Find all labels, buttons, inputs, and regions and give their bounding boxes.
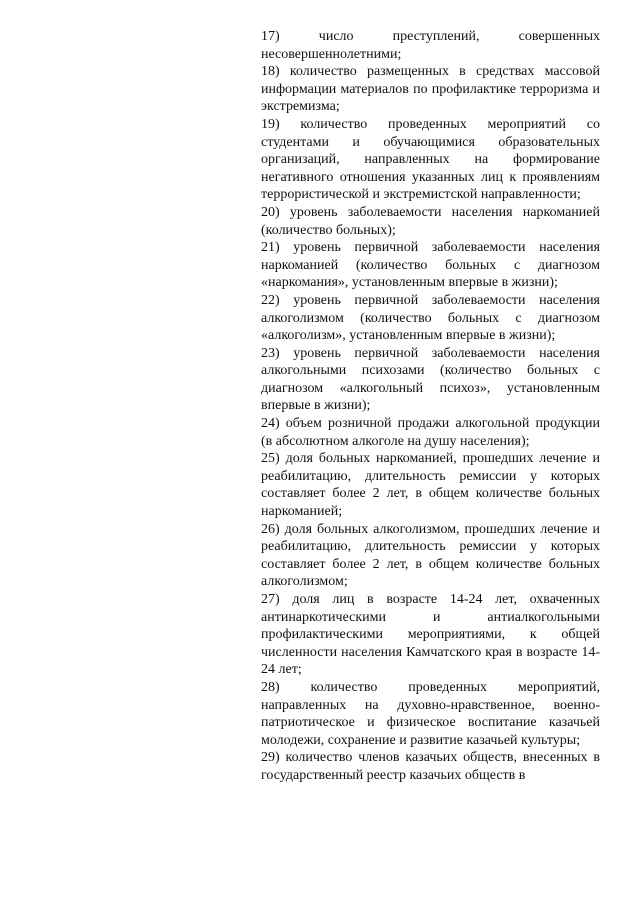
list-item-25: 25) доля больных наркоманией, прошедших лечение и реабилитацию, длительность ремиссии у которых составляет более 2 лет, в общем количестве больных наркоманией; [261, 451, 600, 520]
list-item-22: 22) уровень первичной заболеваемости населения алкоголизмом (количество больных с диагнозом «алкоголизм», установленным впервые в жизни); [261, 292, 600, 344]
list-item-29: 29) количество членов казачьих обществ, внесенных в государственный реестр казачьих обществ в [261, 750, 600, 783]
list-item-28: 28) количество проведенных мероприятий, направленных на духовно-нравственное, военно-патриотическое и физическое воспитание казачьей молодежи, сохранение и развитие казачьей культуры; [261, 679, 600, 748]
list-item-23: 23) уровень первичной заболеваемости населения алкогольными психозами (количество больных с диагнозом «алкогольный психоз», установленным впервые в жизни); [261, 345, 600, 414]
list-item-27: 27) доля лиц в возрасте 14-24 лет, охваченных антинаркотическими и антиалкогольными профилактическими мероприятиями, к общей численности населения Камчатского края в возрасте 14-24 лет; [261, 592, 600, 678]
list-item-21: 21) уровень первичной заболеваемости населения наркоманией (количество больных с диагнозом «наркомания», установленным впервые в жизни); [261, 240, 600, 291]
list-item-20: 20) уровень заболеваемости населения наркоманией (количество больных); [261, 204, 600, 238]
list-item-18: 18) количество размещенных в средствах массовой информации материалов по профилактике терроризма и экстремизма; [261, 64, 600, 115]
list-item-17: 17) число преступлений, совершенных несовершеннолетними; [261, 29, 600, 62]
text-column [261, 28, 600, 785]
list-item-26: 26) доля больных алкоголизмом, прошедших лечение и реабилитацию, длительность ремиссии у которых составляет более 2 лет, в общем количестве больных алкоголизмом; [261, 521, 600, 590]
list-item-19: 19) количество проведенных мероприятий со студентами и обучающимися образовательных организаций, направленных на формирование негативного отношения указанных лиц к проявлениям террористической и экстремистской направленности; [261, 116, 600, 203]
list-item-24: 24) объем розничной продажи алкогольной продукции (в абсолютном алкоголе на душу населения); [261, 416, 600, 449]
